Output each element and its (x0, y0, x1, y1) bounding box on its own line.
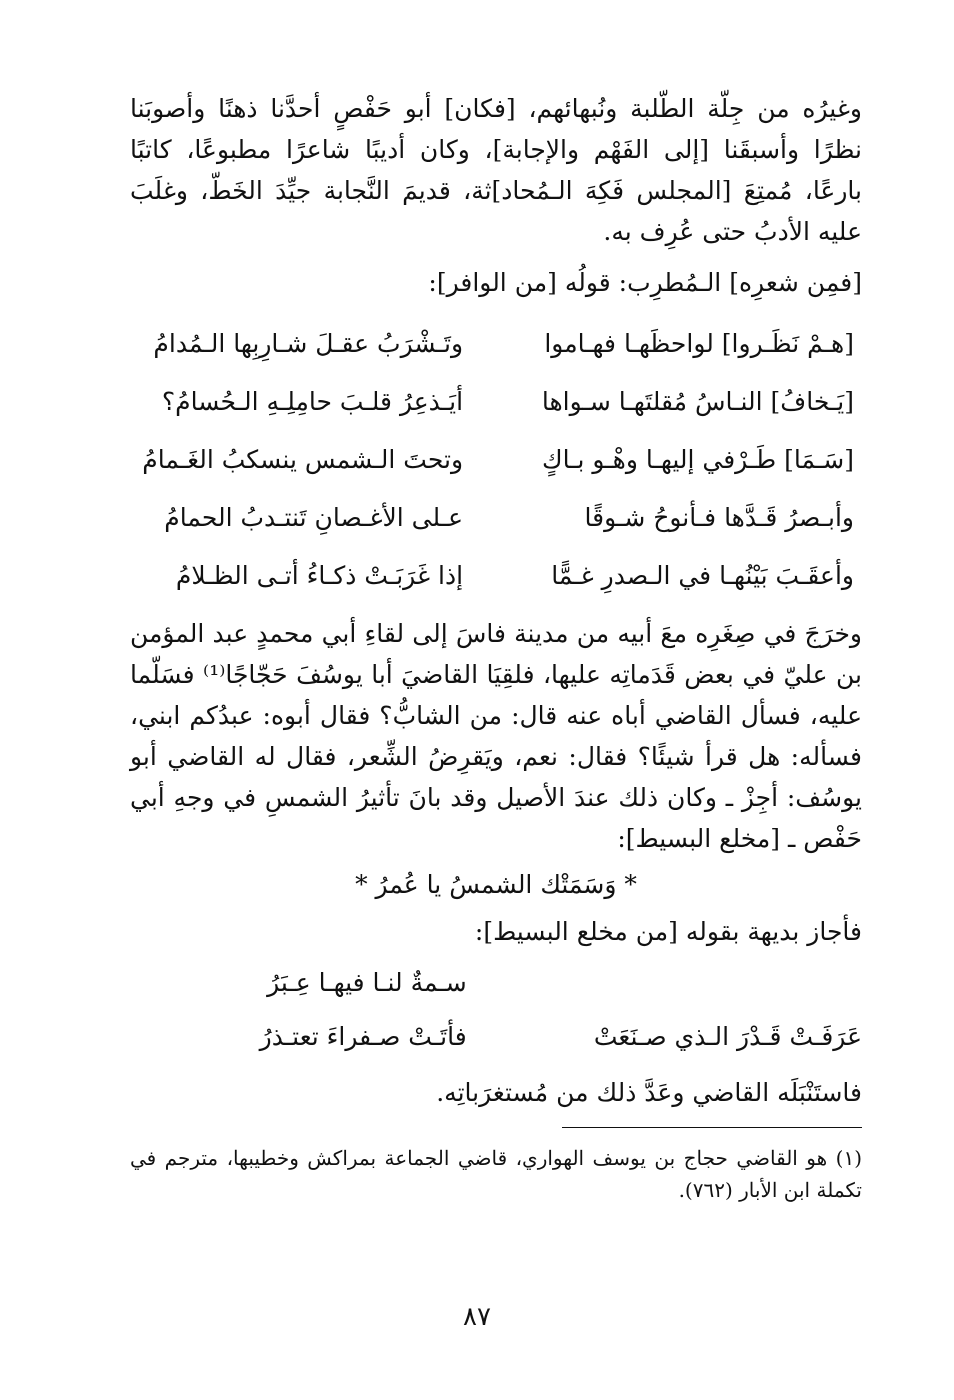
verse (130, 489, 862, 547)
poem-1-intro: [فمِن شعرِه] الـمُطرِب: قولُه [من الوافر]: (428, 268, 862, 297)
verse (130, 431, 862, 489)
poem-1 (130, 315, 862, 605)
poem-2-intro: فأجاز بديهة بقوله [من مخلع البسيط]: (474, 917, 862, 946)
second-hemistich: عـلى الأغـصانِ تَنتـدبُ الحمامُ (164, 503, 464, 532)
second-hemistich: إذا غَرَبَـتْ ذكـاءُ أتـى الظـلامُ (175, 561, 464, 590)
verse (130, 373, 862, 431)
verse (130, 1010, 862, 1064)
footnote-divider (562, 1127, 862, 1128)
first-hemistich: [سَـمَا] طَـرْفي إليهـا وهْـو بـاكٍ (541, 445, 854, 474)
verse (130, 315, 862, 373)
second-hemistich: فأتَـتْ صـفراءَ تعتـذرُ (259, 1022, 467, 1051)
second-hemistich: وتحتَ الـشمس ينسكبُ الغَـمامُ (142, 445, 464, 474)
paragraph-1: وغيرُه من جِلّة الطّلبة ونُبهائهم، [فكان] أبو حَفْصٍ أحدَّنا ذهنًا وأصوبَنا نظرًا وأسبقَنا [إلى الفَهْم والإجابة]، وكان أديبًا شاعرًا مطبوعًا، كاتبًا بارعًا، مُمتِعَ [المجلس فَكِهَ الـمُحاد]ثة، قديمَ النَّجابة جيِّدَ الخَطّ، وغلَبَ عليه الأدبُ حتى عُرِف به. (130, 94, 862, 246)
second-hemistich: وتَـشْرَبُ عقـلَ شـارِبِها الـمُدامُ (153, 329, 464, 358)
second-hemistich: سـمةٌ لنـا فيهـا عِـبَرُ (267, 968, 467, 997)
first-hemistich: [هـمْ نَظَـروا] لواحظَهـا فهـاموا (544, 329, 854, 358)
verse (130, 956, 862, 1010)
closing-block (130, 1072, 862, 1113)
verse (130, 547, 862, 605)
centered-verse-line: * وَسَمَتْك الشمسُ يا عُمرُ * (355, 870, 637, 899)
footnote-text: (١) هو القاضي حجاج بن يوسف الهواري، قاضي الجماعة بمراكش وخطيبها، مترجم في تكملة ابن الأبار (٧٦٢). (130, 1146, 862, 1202)
poem-2 (130, 956, 862, 1064)
first-hemistich: عَرَفَـتْ قَـدْرَ الـذي صـنَعَتْ (593, 1022, 862, 1051)
first-hemistich: وأعقَـبَ بَيْنُهـا في الـصدرِ غـمًّا (551, 561, 854, 590)
main-text (130, 88, 862, 303)
closing-line: فاستَنْبَلَه القاضي وعَدَّ ذلك من مُستغرَباتِه. (436, 1078, 862, 1107)
paragraph-2: وخرَجَ في صِغَرِه معَ أبيه من مدينة فاسَ إلى لقاءِ أبي محمدٍ عبد المؤمن بن عليّ في بعض قَدَماتِه عليها، فلقِيَا القاضيَ أبا يوسُفَ حَجّاجًا⁽¹⁾ فسَلّما عليه، فسأل القاضي أباه عنه قال: من الشابُّ؟ فقال أبوه: عبدُكم ابني، فسأله: هل قرأ شيئًا؟ فقال: نعم، ويَقرِضُ الشِّعر، فقال له القاضي أبو يوسُف: أجِزْ ـ وكان ذلك عندَ الأصيل وقد بانَ تأثيرُ الشمسِ في وجهِ أبي حَفْص ـ [مخلع البسيط]: (130, 619, 862, 853)
footnote (130, 1142, 862, 1206)
page-number: ٨٧ (463, 1302, 491, 1332)
first-hemistich: وأبـصرُ قَـدَّها فـأنوحُ شـوقًا (584, 503, 854, 532)
poem-2-intro-block (130, 911, 862, 952)
main-text-continued (130, 613, 862, 859)
first-hemistich: [يَـخافُ] النـاسُ مُقلتَهـا سـواها (541, 387, 854, 416)
second-hemistich: أيَـذعِرُ قلـبَ حامِلِـهِ الـحُسامُ؟ (161, 387, 464, 416)
